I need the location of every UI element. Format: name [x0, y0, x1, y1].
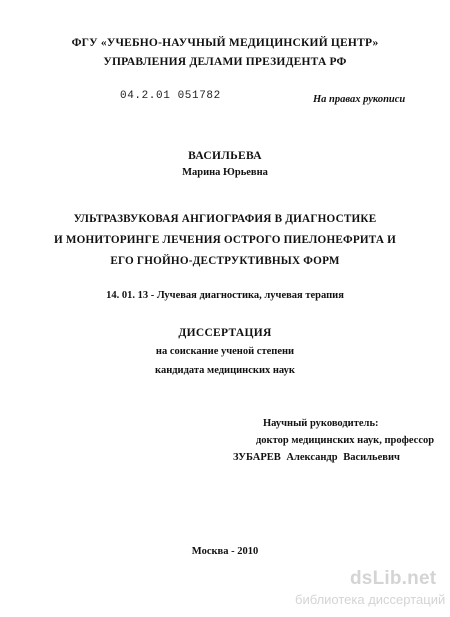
watermark-subtitle: библиотека диссертаций — [295, 592, 446, 607]
city-year: Москва - 2010 — [191, 546, 259, 557]
degree-line-1: на соискание ученой степени — [155, 346, 295, 357]
thesis-title-line-2: И МОНИТОРИНГЕ ЛЕЧЕНИЯ ОСТРОГО ПИЕЛОНЕФРИТА И — [53, 234, 397, 246]
degree-line-2: кандидата медицинских наук — [155, 365, 295, 376]
thesis-title-line-3: ЕГО ГНОЙНО-ДЕСТРУКТИВНЫХ ФОРМ — [110, 255, 340, 267]
registration-number-stamp: 04.2.01 051782 — [120, 90, 221, 102]
document-type: ДИССЕРТАЦИЯ — [178, 327, 272, 339]
organization-line-2: УПРАВЛЕНИЯ ДЕЛАМИ ПРЕЗИДЕНТА РФ — [103, 56, 347, 68]
author-surname: ВАСИЛЬЕВА — [188, 150, 262, 162]
author-given-names: Марина Юрьевна — [182, 167, 268, 178]
thesis-title-line-1: УЛЬТРАЗВУКОВАЯ АНГИОГРАФИЯ В ДИАГНОСТИКЕ — [73, 213, 377, 225]
supervisor-credentials: доктор медицинских наук, профессор — [256, 435, 435, 446]
organization-line-1: ФГУ «УЧЕБНО-НАУЧНЫЙ МЕДИЦИНСКИЙ ЦЕНТР» — [71, 37, 379, 49]
supervisor-name: ЗУБАРЕВ Александр Васильевич — [233, 452, 400, 463]
manuscript-rights-note: На правах рукописи — [313, 94, 406, 105]
watermark-logo: dsLib.net — [350, 568, 437, 589]
specialty-code: 14. 01. 13 - Лучевая диагностика, лучевая терапия — [106, 290, 344, 301]
supervisor-label: Научный руководитель: — [263, 418, 379, 429]
